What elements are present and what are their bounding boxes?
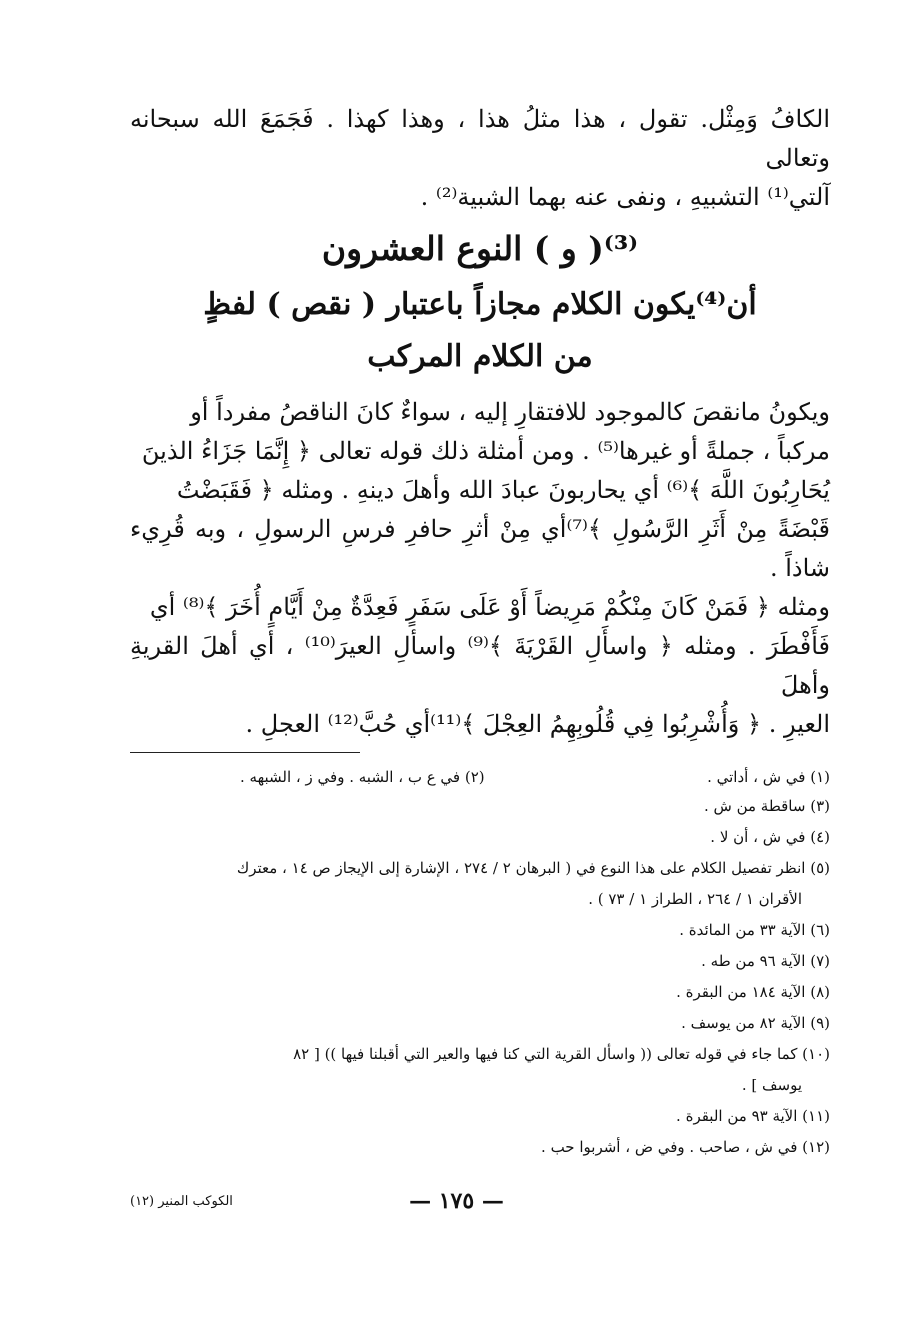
footnote-12: (١٢) في ش ، صاحب . وفي ض ، أشربوا حب . <box>541 1138 830 1156</box>
body-line: ويكونُ مانقصَ كالموجود للافتقارِ إليه ، سواءٌ كانَ الناقصُ مفرداً أو <box>190 398 830 426</box>
footnote-7: (٧) الآية ٩٦ من طه . <box>701 952 830 970</box>
footnote-10-continued: يوسف ] . <box>741 1076 802 1094</box>
intro-line: الكافُ وَمِثْل. تقول ، هذا مثلُ هذا ، وهذا كهذا . فَجَمَعَ الله سبحانه وتعالى <box>130 105 830 172</box>
footnotes <box>130 763 830 1163</box>
section-subheading-line: من الكلام المركب <box>367 339 593 374</box>
footnote-separator <box>130 752 360 753</box>
body-line: قَبْضَةً مِنْ أَثَرِ الرَّسُولِ ﴾⁽⁷⁾أي مِنْ أثرِ حافرِ فرسِ الرسولِ ، وبه قُرِيء شاذاً . <box>130 515 831 582</box>
body-paragraph <box>130 393 830 744</box>
footnote-2: (٢) في ع ب ، الشبه . وفي ز ، الشبهه . <box>240 768 485 786</box>
section-heading: ⁽³⁾( و ) النوع العشرون <box>321 229 639 268</box>
signature-mark: الكوكب المنير (١٢) <box>130 1193 233 1209</box>
page-footer <box>130 1188 830 1214</box>
footnote-8: (٨) الآية ١٨٤ من البقرة . <box>676 983 830 1001</box>
body-line: ومثله ﴿ فَمَنْ كَانَ مِنْكُمْ مَرِيضاً أَوْ عَلَى سَفَرٍ فَعِدَّةٌ مِنْ أَيَّامٍ أُخَرَ ﴾⁽⁸⁾ أي <box>149 593 830 621</box>
body-line: مركباً ، جملةً أو غيرها⁽⁵⁾ . ومن أمثلة ذلك قوله تعالى ﴿ إِنَّمَا جَزَاءُ الذينَ <box>141 437 830 465</box>
footnote-4: (٤) في ش ، أن لا . <box>710 828 830 846</box>
footnote-9: (٩) الآية ٨٢ من يوسف . <box>681 1014 830 1032</box>
footnote-row <box>130 763 830 791</box>
section-subheading-line: أن⁽⁴⁾يكون الكلام مجازاً باعتبار ( نقص ) لفظٍ <box>203 287 757 322</box>
footnote-5-continued: الأقران ١ / ٢٦٤ ، الطراز ١ / ٧٣ ) . <box>588 890 802 908</box>
footnote-5: (٥) انظر تفصيل الكلام على هذا النوع في ( البرهان ٢ / ٢٧٤ ، الإشارة إلى الإيجاز ص ١٤ ، معترك <box>236 859 830 877</box>
footnote-1: (١) في ش ، أداتي . <box>707 768 830 786</box>
body-line: فَأَفْطَرَ . ومثله ﴿ واسأَلِ القَرْيَةَ ﴾⁽⁹⁾ واسألِ العيرَ⁽¹⁰⁾ ، أي أهلَ القريةِ وأهلَ <box>130 632 830 699</box>
footnote-6: (٦) الآية ٣٣ من المائدة . <box>679 921 830 939</box>
footnote-11: (١١) الآية ٩٣ من البقرة . <box>676 1107 830 1125</box>
body-line: العيرِ . ﴿ وَأُشْرِبُوا فِي قُلُوبِهِمُ العِجْلَ ﴾⁽¹¹⁾أي حُبَّ⁽¹²⁾ العجلِ . <box>245 710 830 738</box>
intro-paragraph <box>130 100 830 217</box>
body-line: يُحَارِبُونَ اللَّهَ ﴾⁽⁶⁾ أي يحاربونَ عبادَ الله وأهلَ دينهِ . ومثله ﴿ فَقَبَضْتُ <box>176 476 830 504</box>
page-content <box>130 100 830 1163</box>
footnote-3: (٣) ساقطة من ش . <box>703 797 830 815</box>
intro-line: آلتي⁽¹⁾ التشبيهِ ، ونفى عنه بهما الشبية⁽²⁾ . <box>420 183 830 211</box>
page-number: — ١٧٥ — <box>409 1188 504 1214</box>
footnote-10: (١٠) كما جاء في قوله تعالى (( واسأل القرية التي كنا فيها والعير التي أقبلنا فيها )) [ ٨٢ <box>293 1045 830 1063</box>
